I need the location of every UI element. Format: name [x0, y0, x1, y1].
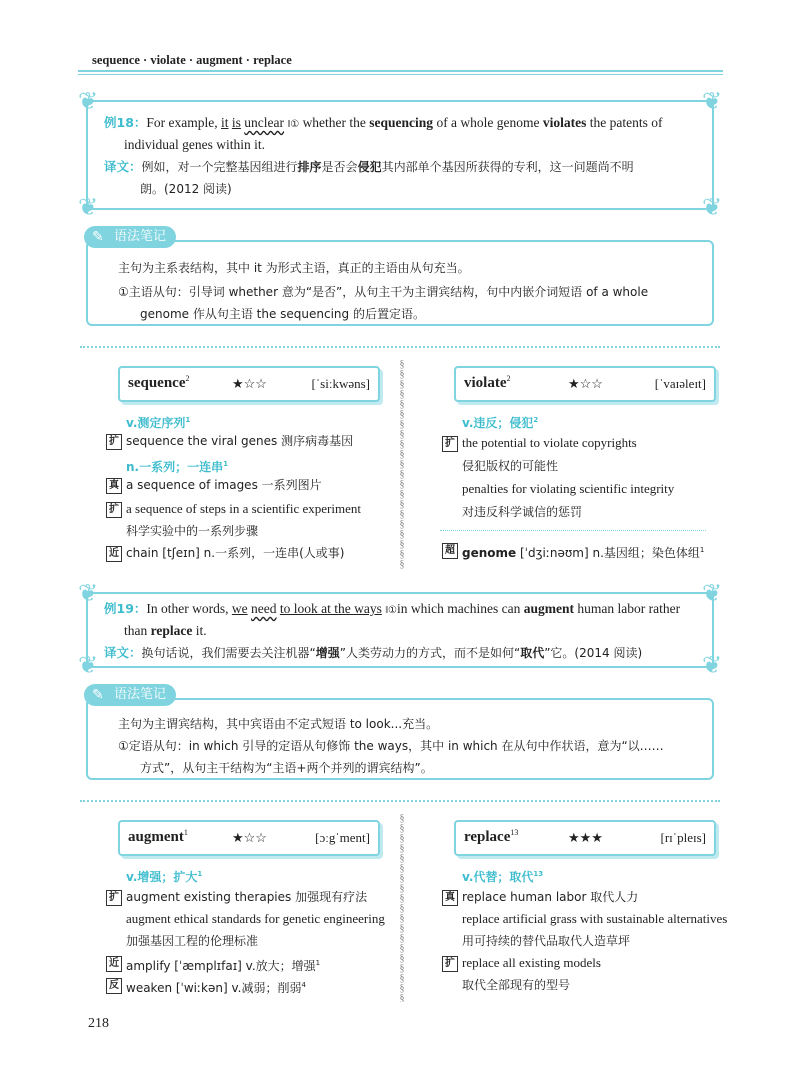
example: sequence the viral genes 测序病毒基因 [126, 434, 354, 448]
example: replace all existing models [462, 955, 601, 970]
example-19-translation: 译文：换句话说，我们需要去关注机器“增强”人类劳动力的方式，而不是如何“取代”它。(2014 阅读) [104, 645, 643, 660]
running-header: sequence · violate · augment · replace [92, 53, 292, 67]
sense-1: v.违反；侵犯$^2$ [462, 416, 539, 430]
sense-2: n.一系列；一连串$^1$ [126, 460, 228, 474]
ornament-corner-icon: ❦ [701, 653, 723, 679]
pen-icon: ✎ [92, 229, 104, 245]
note-2-line-3: 方式”，从句主干结构为“主语+两个并列的谓宾结构”。 [140, 761, 433, 775]
example-translation: 侵犯版权的可能性 [462, 459, 559, 473]
example: replace human labor 取代人力 [462, 890, 639, 904]
synonym: amplify [ˈæmplɪfaɪ] v.放大；增强$^1$ [126, 959, 321, 973]
extended-word: genome [ˈdʒiːnəʊm] n.基因组；染色体组$^1$ [462, 546, 705, 560]
vertical-separator: § § § § § § § § § § § § § § § § § § § [399, 814, 405, 1002]
example-translation: 取代全部现有的型号 [462, 978, 571, 992]
tag-icon: 扩 [442, 956, 458, 972]
headword: violate$^2$ [464, 374, 511, 391]
sense-1: v.测定序列$^1$ [126, 416, 191, 430]
tag-icon: 扩 [106, 890, 122, 906]
tag-icon: 超 [442, 543, 458, 559]
ornament-corner-icon: ❦ [77, 195, 99, 221]
word-header-violate [454, 366, 716, 402]
example-18-english: 例18：For example, it is unclear ‖① whether the sequencing of a whole genome violates the patents of [104, 115, 663, 130]
phonetic: [ɔːgˈment] [315, 830, 370, 845]
sense-1: v.代替；取代$^{13}$ [462, 870, 544, 884]
note-1-line-1: 主句为主系表结构，其中 it 为形式主语，真正的主语由从句充当。 [118, 261, 470, 275]
section-divider [80, 800, 720, 802]
section-divider [80, 346, 720, 348]
note-1-line-3: genome 作从句主语 the sequencing 的后置定语。 [140, 307, 425, 321]
grammar-note-tab: ✎ 语法笔记 [84, 226, 176, 248]
example-translation: 科学实验中的一系列步骤 [126, 524, 259, 538]
phonetic: [ˈvaɪəleɪt] [654, 376, 706, 391]
star-rating: ★☆☆ [232, 376, 267, 391]
tag-icon: 近 [106, 956, 122, 972]
headword: augment$^1$ [128, 828, 188, 845]
star-rating: ★★★ [568, 830, 603, 845]
phonetic: [rɪˈpleɪs] [660, 830, 706, 845]
example-18-translation: 译文：例如，对一个完整基因组进行排序是否会侵犯其内部单个基因所获得的专利，这一问题尚不明 [104, 159, 634, 174]
example: augment ethical standards for genetic engineering [126, 911, 385, 926]
ornament-corner-icon: ❦ [701, 89, 723, 115]
note-2-line-2: ①定语从句：in which 引导的定语从句修饰 the ways，其中 in which 在从句中作状语，意为“以…… [118, 739, 664, 753]
example-18-box [77, 89, 723, 221]
grammar-note-2 [86, 687, 714, 780]
example: a sequence of images 一系列图片 [126, 478, 322, 492]
tag-icon: 扩 [442, 436, 458, 452]
synonym: chain [tʃeɪn] n.一系列，一连串(人或事) [126, 546, 345, 560]
pen-icon: ✎ [92, 687, 104, 703]
antonym: weaken [ˈwiːkən] v.减弱；削弱$^4$ [126, 981, 306, 995]
ornament-corner-icon: ❦ [77, 581, 99, 607]
word-header-replace [454, 820, 716, 856]
example-translation: 加强基因工程的伦理标准 [126, 934, 259, 948]
tag-icon: 真 [106, 478, 122, 494]
example-18-translation-line2: 朗。(2012 阅读) [140, 182, 232, 196]
grammar-note-1 [86, 229, 714, 326]
headword: replace$^{13}$ [464, 828, 519, 845]
ornament-corner-icon: ❦ [77, 89, 99, 115]
tag-icon: 扩 [106, 434, 122, 450]
phonetic: [ˈsiːkwəns] [311, 376, 370, 391]
example: replace artificial grass with sustainable alternatives [462, 911, 728, 926]
ornament-corner-icon: ❦ [701, 195, 723, 221]
note-1-line-2: ①主语从句：引导词 whether 意为“是否”，从句主干为主谓宾结构，句中内嵌介词短语 of a whole [118, 285, 649, 299]
example-19-english-line2: than replace it. [124, 623, 207, 638]
tag-icon: 扩 [106, 502, 122, 518]
ornament-corner-icon: ❦ [701, 581, 723, 607]
example-18-english-line2: individual genes within it. [124, 137, 265, 152]
tag-icon: 近 [106, 546, 122, 562]
example-19-english: 例19：In other words, we need to look at the ways ‖①in which machines can augment human labor rather [104, 601, 681, 616]
example-translation: 对违反科学诚信的惩罚 [462, 505, 583, 519]
example-label: 例18： [104, 115, 147, 130]
tag-icon: 反 [106, 978, 122, 994]
example: the potential to violate copyrights [462, 435, 637, 450]
example-19-box [77, 581, 723, 679]
sense-1: v.增强；扩大$^1$ [126, 870, 203, 884]
word-header-augment [118, 820, 380, 856]
example-translation: 用可持续的替代品取代人造草坪 [462, 934, 631, 948]
star-rating: ★☆☆ [232, 830, 267, 845]
page-number: 218 [88, 1016, 109, 1031]
header-rule [78, 70, 723, 72]
word-header-sequence [118, 366, 380, 402]
grammar-note-tab: ✎ 语法笔记 [84, 684, 176, 706]
ornament-corner-icon: ❦ [77, 653, 99, 679]
note-2-line-1: 主句为主谓宾结构，其中宾语由不定式短语 to look...充当。 [118, 717, 439, 731]
star-rating: ★☆☆ [568, 376, 603, 391]
example: a sequence of steps in a scientific experiment [126, 501, 361, 516]
header-rule-thin [78, 74, 723, 75]
tag-icon: 真 [442, 890, 458, 906]
example: augment existing therapies 加强现有疗法 [126, 890, 368, 904]
card-divider [440, 530, 706, 531]
example: penalties for violating scientific integrity [462, 481, 675, 496]
vertical-separator: § § § § § § § § § § § § § § § § § § § § § [399, 360, 405, 570]
headword: sequence$^2$ [128, 374, 190, 391]
